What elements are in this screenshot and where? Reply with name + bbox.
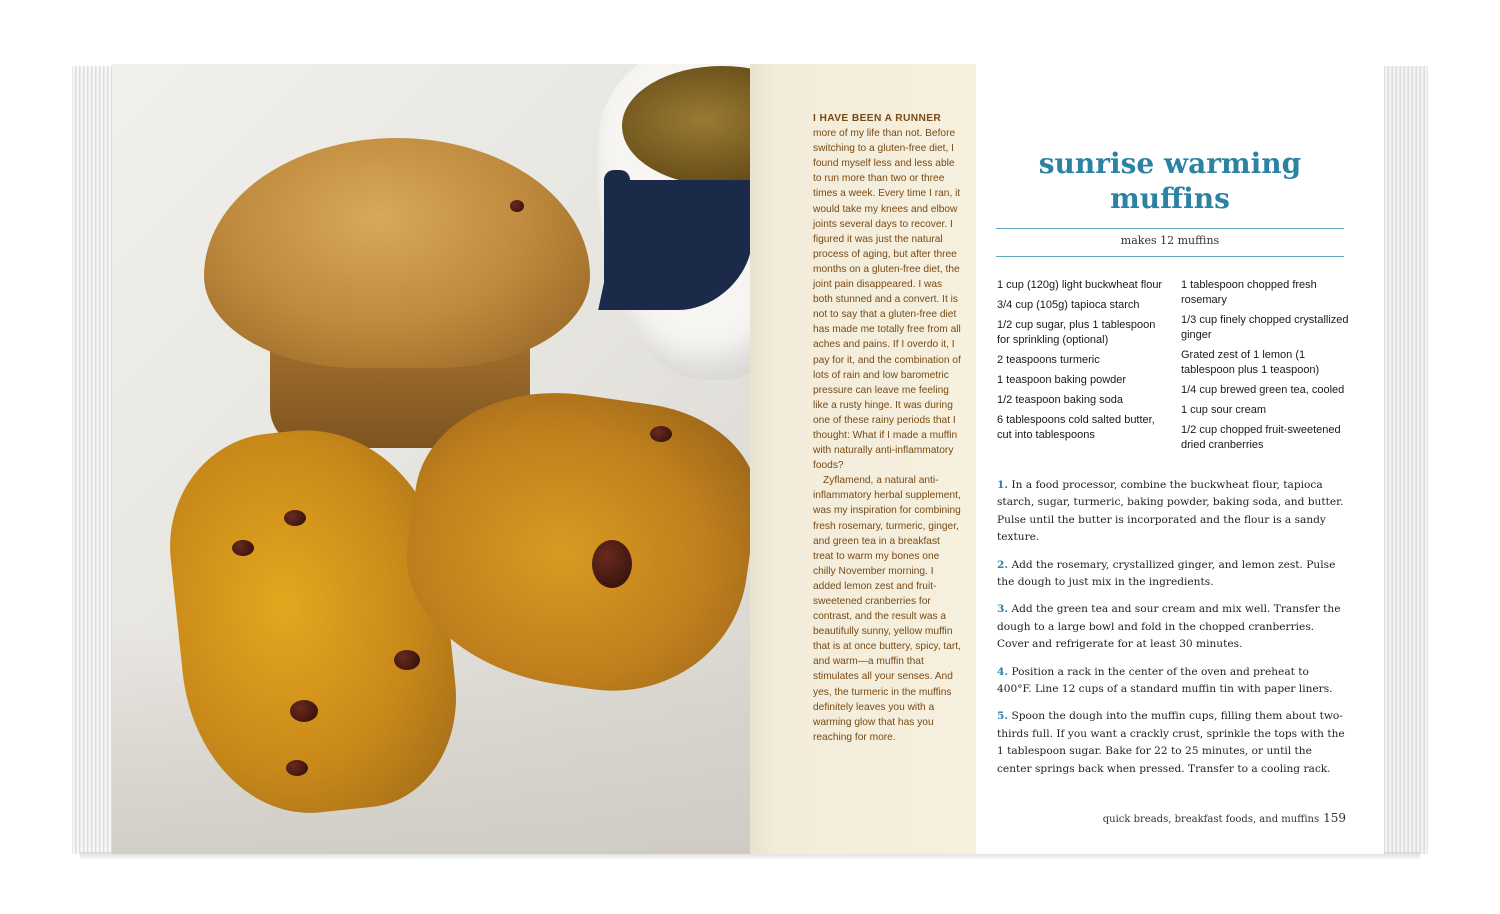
ingredient: 1/2 teaspoon baking soda — [997, 394, 1123, 406]
headnote-paragraph-2: Zyflamend, a natural anti-inflammatory herbal supplement, was my inspiration for combining fresh rosemary, turmeric, ginger, and green tea in a breakfast treat to warm my bones one chilly November morning. I added lemon zest and fruit-sweetened cranberries for contrast, and the result was a beautifully sunny, yellow muffin that is at once buttery, spicy, tart, and warm—a muffin that stimulates all your senses. And yes, the turmeric in the muffins definitely leaves you with a warming glow that has you reaching for more. — [813, 475, 961, 743]
ingredient: 3/4 cup (105g) tapioca starch — [997, 299, 1140, 311]
method-step — [997, 557, 1345, 592]
book-page-edges-right — [1384, 66, 1428, 854]
step-number: 4. — [997, 665, 1009, 678]
running-footer-section: quick breads, breakfast foods, and muffins — [1102, 814, 1320, 825]
headnote-lead: I HAVE BEEN A RUNNER — [813, 113, 942, 124]
step-text: Spoon the dough into the muffin cups, filling them about two-thirds full. If you want a crackly crust, sprinkle the tops with the 1 tablespoon sugar. Bake for 22 to 25 minutes, or until the center springs back when pressed. Transfer to a cooling rack. — [997, 710, 1345, 775]
headnote — [813, 111, 961, 745]
step-text: In a food processor, combine the buckwheat flour, tapioca starch, sugar, turmeric, baking powder, baking soda, and butter. Pulse until the butter is incorporated and the flour is a sandy texture. — [997, 479, 1344, 544]
ingredient: 6 tablespoons cold salted butter, cut into tablespoons — [997, 414, 1155, 441]
step-number: 1. — [997, 479, 1009, 491]
ingredient: 1 teaspoon baking powder — [997, 374, 1127, 386]
ingredient: 1/2 cup sugar, plus 1 tablespoon for sprinkling (optional) — [997, 319, 1156, 346]
title-rule — [996, 228, 1344, 229]
headnote-text: more of my life than not. Before switching to a gluten-free diet, I found myself less and less able to run more than two or three times a week. Every time I ran, it would take my knees and elbow joints several days to recover. I figured it was just the natural process of aging, but after three months on a gluten-free diet, the joint pain disappeared. I was both stunned and a convert. It is not to say that a gluten-free diet has made me totally free from all aches and pains. If I overdo it, I pay for it, and the combination of lots of rain and low barometric pressure can leave me feeling like a rusty hinge. It was during one of these rainy periods that I thought: What if I made a muffin with naturally anti-inflammatory foods? — [813, 128, 961, 472]
recipe-title-line-2: muffins — [1110, 182, 1230, 215]
step-number: 3. — [997, 603, 1009, 616]
yield-rule — [996, 256, 1344, 257]
method-step — [997, 664, 1345, 699]
method-step — [997, 601, 1345, 653]
ingredient: 1/4 cup brewed green tea, cooled — [1181, 384, 1345, 396]
step-number: 2. — [997, 558, 1009, 571]
cranberry — [650, 426, 672, 442]
ingredient: 1/3 cup finely chopped crystallized ginger — [1181, 314, 1349, 341]
page-number: 159 — [1323, 811, 1346, 825]
photo-contents — [112, 64, 750, 854]
ingredients-right-column — [1181, 278, 1351, 458]
recipe-title — [996, 146, 1344, 216]
headnote-paragraph — [813, 111, 961, 473]
step-text: Position a rack in the center of the oven and preheat to 400°F. Line 12 cups of a standard muffin tin with paper liners. — [997, 665, 1333, 696]
step-text: Add the rosemary, crystallized ginger, and lemon zest. Pulse the dough to just mix in the ingredients. — [997, 558, 1336, 589]
ingredient: 1 cup (120g) light buckwheat flour — [997, 279, 1163, 291]
cranberry — [592, 540, 632, 588]
ingredient: 2 teaspoons turmeric — [997, 354, 1100, 366]
cranberry — [284, 510, 306, 526]
cranberry — [232, 540, 254, 556]
cranberry — [286, 760, 308, 776]
cranberry — [510, 200, 524, 212]
step-number: 5. — [997, 710, 1009, 723]
ingredient: 1 cup sour cream — [1181, 404, 1266, 416]
ingredient: Grated zest of 1 lemon (1 tablespoon plus 1 teaspoon) — [1181, 349, 1320, 376]
method-steps — [997, 477, 1345, 788]
cranberry — [290, 700, 318, 722]
ingredient: 1/2 cup chopped fruit-sweetened dried cranberries — [1181, 424, 1341, 451]
whole-muffin-top — [204, 138, 590, 368]
ingredient: 1 tablespoon chopped fresh rosemary — [1181, 279, 1317, 306]
method-step — [997, 477, 1345, 547]
page-footer — [1060, 811, 1346, 825]
method-step — [997, 708, 1345, 778]
book-page-edges-left — [72, 66, 114, 854]
recipe-yield: makes 12 muffins — [1120, 234, 1220, 247]
cranberry — [394, 650, 420, 670]
ingredients-left-column — [997, 278, 1167, 448]
step-text: Add the green tea and sour cream and mix well. Transfer the dough to a large bowl and fold in the chopped cranberries. Cover and refrigerate for at least 30 minutes. — [997, 603, 1341, 651]
recipe-title-line-1: sunrise warming — [1038, 147, 1302, 180]
